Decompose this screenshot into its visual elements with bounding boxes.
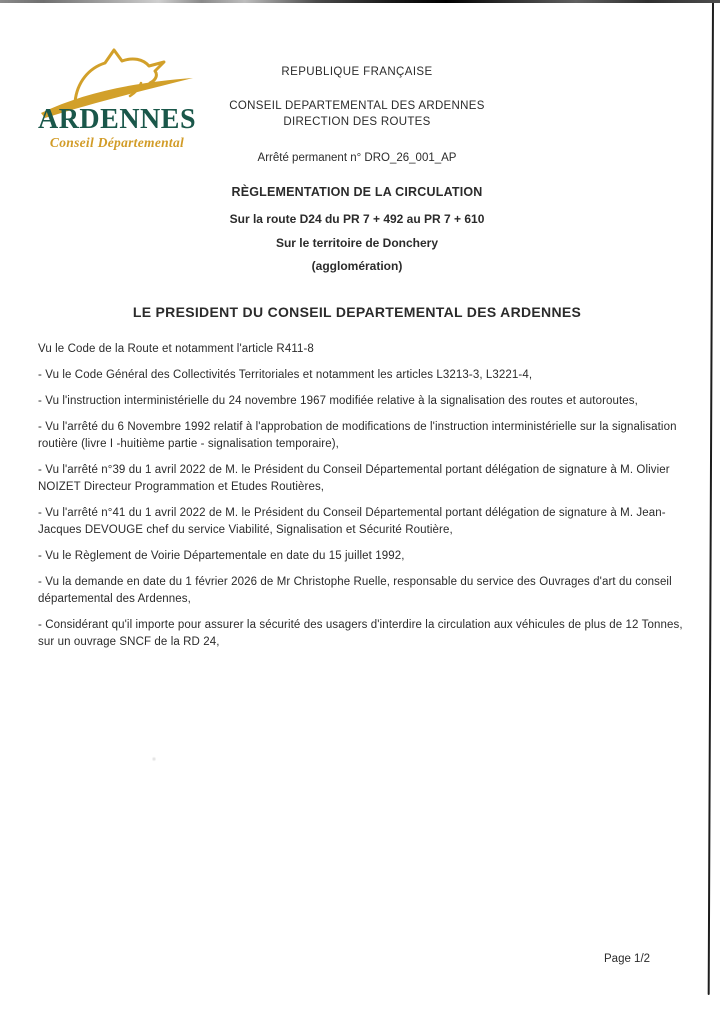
paragraph-considerant: - Considérant qu'il importe pour assurer la sécurité des usagers d'interdire la circulation aux véhicules de plus de 12 Tonnes, sur un ouvrage SNCF de la RD 24, — [38, 619, 683, 648]
paragraph-vu-code-route: Vu le Code de la Route et notamment l'article R411-8 — [38, 343, 314, 355]
order-number-line: Arrêté permanent n° DRO_26_001_AP — [257, 152, 457, 164]
title-territory: Sur le territoire de Donchery — [275, 236, 439, 250]
republic-line: REPUBLIQUE FRANÇAISE — [281, 66, 433, 78]
title-regulation: RÈGLEMENTATION DE LA CIRCULATION — [231, 185, 483, 199]
page-number: Page 1/2 — [604, 953, 651, 965]
direction-line: DIRECTION DES ROUTES — [283, 116, 431, 128]
paragraph-vu-cgct: - Vu le Code Général des Collectivités Territoriales et notamment les articles L3213-3, L3221-4, — [38, 369, 533, 381]
title-route: Sur la route D24 du PR 7 + 492 au PR 7 + 610 — [229, 212, 485, 226]
logo-subtitle: Conseil Départemental — [49, 135, 185, 150]
logo-name: ARDENNES — [37, 104, 197, 135]
paragraph-vu-arrete-1992: - Vu l'arrêté du 6 Novembre 1992 relatif à l'approbation de modifications de l'instruction interministérielle sur la signalisation routière (livre I -huitième partie - signalisation temporaire), — [38, 421, 677, 450]
paragraph-vu-reglement-voirie: - Vu le Règlement de Voirie Départementale en date du 15 juillet 1992, — [38, 550, 405, 562]
title-agglomeration: (agglomération) — [311, 259, 403, 273]
council-line: CONSEIL DEPARTEMENTAL DES ARDENNES — [229, 100, 485, 112]
paragraph-vu-arrete-41: - Vu l'arrêté n°41 du 1 avril 2022 de M. le Président du Conseil Départemental portant délégation de signature à M. Jean-Jacques DEVOUGE chef du service Viabilité, Signalisation et Sécurité Routière, — [38, 507, 666, 536]
ardennes-logo — [34, 42, 200, 151]
paragraph-vu-instruction-1967: - Vu l'instruction interministérielle du 24 novembre 1967 modifiée relative à la signalisation des routes et autoroutes, — [38, 395, 638, 407]
paragraph-vu-demande: - Vu la demande en date du 1 février 2026 de Mr Christophe Ruelle, responsable du service des Ouvrages d'art du conseil départemental des Ardennes, — [38, 576, 672, 605]
document-body — [38, 341, 686, 660]
scan-edge-top — [0, 0, 720, 3]
president-heading: LE PRESIDENT DU CONSEIL DEPARTEMENTAL DES ARDENNES — [132, 304, 582, 320]
paragraph-vu-arrete-39: - Vu l'arrêté n°39 du 1 avril 2022 de M. le Président du Conseil Départemental portant délégation de signature à M. Olivier NOIZET Directeur Programmation et Etudes Routières, — [38, 464, 670, 493]
scan-speck — [152, 756, 156, 762]
